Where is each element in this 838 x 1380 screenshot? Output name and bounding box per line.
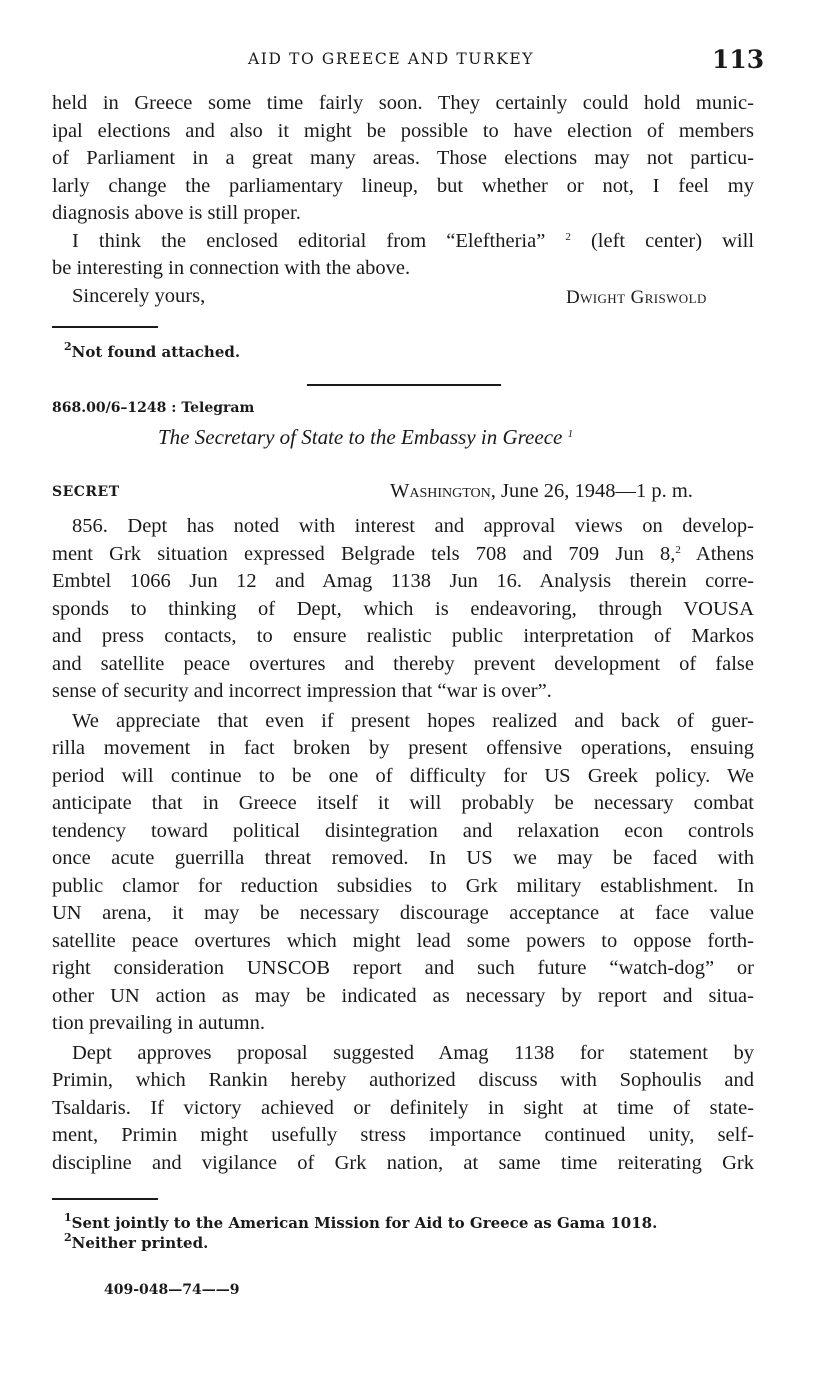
text-line: ment, Primin might usefully stress importance continued unity, self- [52, 1124, 754, 1146]
heading-text: The Secretary of State to the Embassy in Greece [158, 425, 563, 449]
text-line: 856. Dept has noted with interest and approval views on develop- [72, 515, 754, 537]
text-line: public clamor for reduction subsidies to Grk military establishment. In [52, 874, 754, 897]
text-line: sense of security and incorrect impression that “war is over”. [52, 680, 552, 702]
text-line [52, 541, 754, 569]
text-line: Dept approves proposal suggested Amag 1138 for statement by [72, 1041, 754, 1064]
footnote-rule [52, 326, 158, 328]
text-line: rilla movement in fact broken by present offensive operations, ensuing [52, 737, 754, 759]
text-line: Embtel 1066 Jun 12 and Amag 1138 Jun 16. Analysis therein corre- [52, 570, 754, 592]
text-line: diagnosis above is still proper. [52, 202, 301, 224]
running-title: AID TO GREECE AND TURKEY [248, 50, 535, 68]
text-line: held in Greece some time fairly soon. They certainly could hold munic- [52, 92, 754, 114]
text-line: ipal elections and also it might be possible to have election of members [52, 119, 754, 142]
footnote-marker: 2 [64, 1231, 72, 1244]
text-line: Primin, which Rankin hereby authorized discuss with Sophoulis and [52, 1069, 754, 1091]
file-reference: 868.00/6–1248 : Telegram [52, 400, 255, 416]
footnote-text: Not found attached. [71, 343, 241, 361]
footnote-ref: 1 [567, 428, 574, 440]
footnote [64, 1233, 208, 1254]
telegram-body [52, 513, 754, 1177]
classification: SECRET [52, 484, 120, 500]
text-segment: Athens [680, 542, 754, 565]
text-segment: ment Grk situation expressed Belgrade tels 708 and 709 Jun 8, [52, 542, 676, 565]
dateline-place: Washington [390, 480, 491, 502]
dateline [390, 480, 693, 503]
editorial-text: I think the enclosed editorial from “Eleftheria” [72, 229, 546, 252]
footnote-ref: 2 [565, 230, 571, 243]
footnote-text: Neither printed. [71, 1234, 209, 1252]
text-line: be interesting in connection with the above. [52, 257, 411, 279]
text-line: anticipate that in Greece itself it will probably be necessary combat [52, 792, 754, 814]
footnote-text: Sent jointly to the American Mission for Aid to Greece as Gama 1018. [71, 1214, 658, 1232]
text-line: other UN action as may be indicated as necessary by report and situa- [52, 984, 754, 1007]
section-divider [307, 384, 501, 386]
text-line: sponds to thinking of Dept, which is endeavoring, through VOUSA [52, 597, 754, 620]
text-line: discipline and vigilance of Grk nation, at same time reiterating Grk [52, 1151, 754, 1174]
dateline-date: , June 26, 1948—1 p. m. [490, 480, 693, 502]
page-number: 113 [712, 45, 765, 74]
closing: Sincerely yours, [72, 285, 206, 307]
letter-continuation [52, 90, 754, 283]
text-line: We appreciate that even if present hopes realized and back of guer- [72, 709, 754, 732]
printer-code: 409-048—74——9 [104, 1282, 240, 1298]
editorial-text: (left center) will [590, 229, 755, 252]
text-line: and satellite peace overtures and thereby prevent development of false [52, 652, 754, 675]
text-line: tion prevailing in autumn. [52, 1012, 265, 1034]
footnote-marker: 2 [64, 340, 72, 353]
text-line: larly change the parliamentary lineup, but whether or not, I feel my [52, 174, 754, 197]
text-line [52, 228, 754, 256]
text-line: period will continue to be one of difficulty for US Greek policy. We [52, 764, 754, 787]
footnote [64, 342, 240, 363]
text-line: Tsaldaris. If victory achieved or definitely in sight at time of state- [52, 1096, 754, 1119]
footnote-rule [52, 1198, 158, 1200]
footnote [64, 1213, 657, 1234]
text-line: and press contacts, to ensure realistic public interpretation of Markos [52, 625, 754, 647]
text-line: right consideration UNSCOB report and such future “watch-dog” or [52, 957, 754, 979]
footnote-marker: 1 [64, 1211, 72, 1224]
document-heading [158, 425, 573, 450]
text-line: satellite peace overtures which might lead some powers to oppose forth- [52, 929, 754, 952]
signature: Dwight Griswold [566, 287, 707, 308]
footnote-ref: 2 [675, 543, 681, 556]
text-line: once acute guerrilla threat removed. In US we may be faced with [52, 847, 754, 869]
text-line: of Parliament in a great many areas. Those elections may not particu- [52, 147, 754, 169]
text-line: UN arena, it may be necessary discourage acceptance at face value [52, 902, 754, 924]
text-line: tendency toward political disintegration and relaxation econ controls [52, 819, 754, 842]
